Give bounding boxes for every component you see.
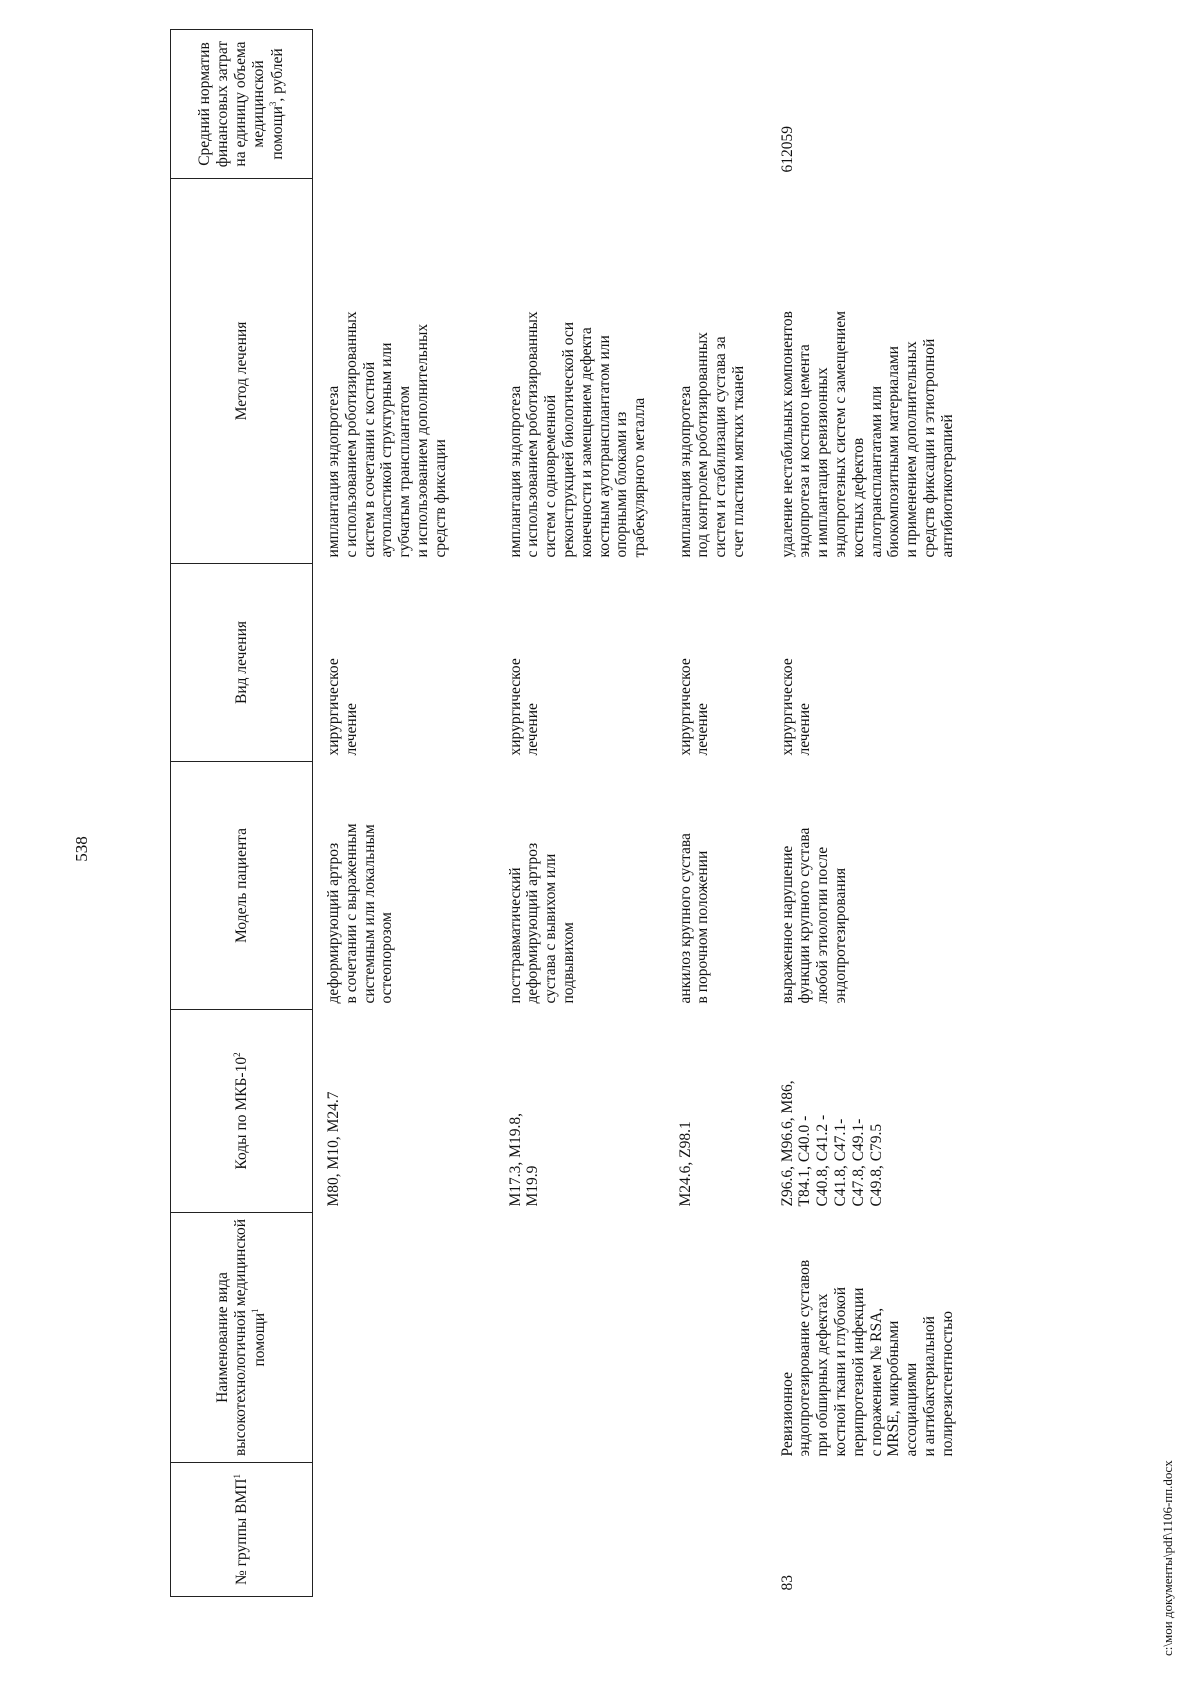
header-patient-model: Модель пациента xyxy=(171,762,313,1010)
cell-group-number: 83 xyxy=(778,1575,796,1591)
cell-icd-codes: M24.6, Z98.1 xyxy=(676,1121,694,1207)
cell-group-number xyxy=(313,1463,491,1597)
header-group-number: № группы ВМП$^1$ xyxy=(171,1463,313,1597)
header-treatment-kind: Вид лечения xyxy=(171,564,313,762)
header-treatment-method: Метод лечения xyxy=(171,179,313,564)
cell-treatment-method: удаление нестабильных компонентов эндопротеза и костного цемента и имплантация ревизионных эндопротезных систем с замещением костных дефектов аллотрансплантатами или биокомпозитными материалами и применением дополнительных средств фиксации и этиотропной антибиотикотерапией xyxy=(778,311,956,558)
vmp-table xyxy=(170,29,957,1597)
table-row xyxy=(661,30,763,1597)
cell-group-number xyxy=(491,1463,661,1597)
cell-treatment-method: имплантация эндопротеза с использованием роботизированных систем с одновременной реконструкцией биологической оси конечности и замещением дефекта костным аутотрансплантатом или опорными блоками из трабекулярного металла xyxy=(506,311,649,558)
table-row xyxy=(491,30,661,1597)
footer-file-path: c:\мои документы\pdf\1106-пп.docx xyxy=(1160,1460,1175,1656)
cell-icd-codes: M80, M10, M24.7 xyxy=(325,1091,342,1207)
header-cost-norm: Средний норматив финансовых затрат на единицу объема медицинской помощи$^3$, рублей xyxy=(171,30,313,179)
cell-group-number xyxy=(661,1463,763,1597)
cell-treatment-kind: хирургическое лечение xyxy=(778,658,814,756)
header-icd-codes: Коды по МКБ-$10^2$ xyxy=(171,1010,313,1213)
header-care-type: Наименование вида высокотехнологичной медицинской помощи$^1$ xyxy=(171,1213,313,1463)
cell-patient-model: деформирующий артроз в сочетании с выраженным системным или локальным остеопорозом xyxy=(325,823,396,1004)
cell-cost-norm xyxy=(313,30,491,179)
cell-cost-norm xyxy=(661,30,763,179)
table-row xyxy=(313,30,491,1597)
page-number: 538 xyxy=(72,836,91,862)
cell-care-type xyxy=(661,1213,763,1463)
table-header-row xyxy=(171,30,313,1597)
cell-icd-codes: M17.3, M19.8, M19.9 xyxy=(506,1113,542,1207)
cell-care-type xyxy=(313,1213,491,1463)
cell-patient-model: выраженное нарушение функции крупного сустава любой этиологии после эндопротезирования xyxy=(778,827,849,1004)
cell-treatment-method: имплантация эндопротеза под контролем роботизированных систем и стабилизация сустава за счет пластики мягких тканей xyxy=(676,332,747,558)
cell-cost-norm: 612059 xyxy=(778,126,796,173)
table-row xyxy=(763,30,957,1597)
cell-treatment-kind: хирургическое лечение xyxy=(506,658,542,756)
cell-patient-model: анкилоз крупного сустава в порочном положении xyxy=(676,833,712,1004)
cell-cost-norm xyxy=(491,30,661,179)
cell-treatment-kind: хирургическое лечение xyxy=(676,658,712,756)
cell-treatment-kind: хирургическое лечение xyxy=(325,658,360,756)
cell-care-type xyxy=(491,1213,661,1463)
cell-patient-model: посттравматический деформирующий артроз сустава с вывихом или подвывихом xyxy=(506,842,577,1004)
cell-treatment-method: имплантация эндопротеза с использованием роботизированных систем в сочетании с костной аутопластикой структурным или губчатым трансплантатом и использованием дополнительных средств фиксации xyxy=(325,311,449,558)
cell-icd-codes: Z96.6, M96.6, M86, T84.1, C40.0 - C40.8, C41.2 - C41.8, C47.1- C47.8, C49.1- C49.8, C79.5 xyxy=(778,1080,885,1207)
cell-care-type: Ревизионное эндопротезирование суставов при обширных дефектах костной ткани и глубокой перипротезной инфекции с поражением № RSA, MRSE, микробными ассоциациями и антибактериальной полирезистентностью xyxy=(778,1259,956,1457)
